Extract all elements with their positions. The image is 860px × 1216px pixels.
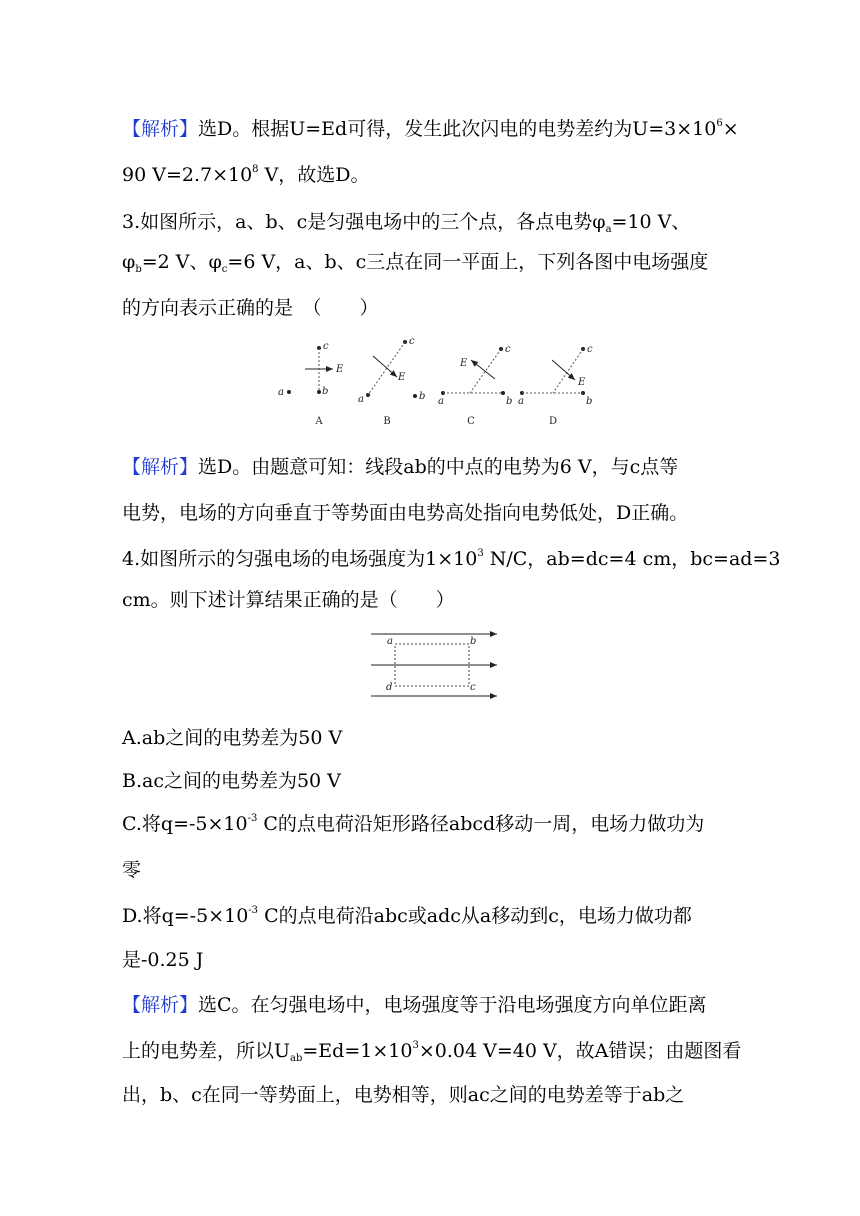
q4-option-d: D.将$q=-5\times 10^{-3}$ C的点电荷沿abc或adc从a移动到c，电场力做功都 <box>122 905 692 927</box>
analysis-tag: 【解析】 <box>122 118 199 140</box>
svg-text:a: a <box>278 387 284 398</box>
svg-text:a: a <box>518 396 524 407</box>
analysis-tag: 【解析】 <box>122 456 199 478</box>
q4-option-c-cont: 零 <box>122 859 142 881</box>
q2-solution-line-2: 90 $V=2.7\times 10^8$ V，故选D。 <box>122 164 370 186</box>
q3-solution-line-1: 【解析】选D。由题意可知：线段ab的中点的电势为6 V，与c点等 <box>122 456 679 478</box>
svg-text:d: d <box>386 682 393 693</box>
svg-text:D: D <box>548 416 558 427</box>
q4-option-c: C.将$q=-5\times 10^{-3}$ C的点电荷沿矩形路径abcd移动一周，电场力做功为 <box>122 813 705 835</box>
q3-stem-line-1: 3.如图所示，a、b、c是匀强电场中的三个点，各点电势$\varphi_a=10$ V、 <box>122 211 691 235</box>
svg-text:B: B <box>383 416 391 427</box>
q4-stem-line-1: 4.如图所示的匀强电场的电场强度为$1\times 10^3$ N/C，ab=dc=4 cm，bc=ad=3 <box>122 548 781 570</box>
svg-text:E: E <box>336 364 344 375</box>
svg-text:c: c <box>470 682 476 693</box>
q2-solution-line-1: 【解析】选D。根据U=Ed可得，发生此次闪电的电势差约为$U=3\times 10^6\times$ <box>122 118 739 140</box>
svg-text:c: c <box>323 341 329 352</box>
svg-text:a: a <box>387 636 393 647</box>
q3-stem-line-3: 的方向表示正确的是 （ ） <box>122 297 379 319</box>
q4-figure <box>370 625 502 703</box>
analysis-tag: 【解析】 <box>122 994 199 1016</box>
svg-text:b: b <box>506 396 513 407</box>
figure-option-b <box>358 336 425 427</box>
svg-text:c: c <box>409 336 415 347</box>
svg-text:b: b <box>322 386 329 397</box>
q3-solution-line-2: 电势，电场的方向垂直于等势面由电势高处指向电势低处，D正确。 <box>122 502 689 524</box>
svg-text:a: a <box>358 394 364 405</box>
svg-text:b: b <box>586 396 593 407</box>
q4-option-a: A.ab之间的电势差为50 V <box>122 727 343 749</box>
figure-option-a <box>278 341 344 427</box>
figure-option-c <box>438 344 512 427</box>
q4-option-d-cont: 是-0.25 J <box>122 949 204 971</box>
q4-solution-line-1: 【解析】选C。在匀强电场中，电场强度等于沿电场强度方向单位距离 <box>122 994 707 1016</box>
q4-stem-line-2: cm。则下述计算结果正确的是（ ） <box>122 589 455 611</box>
svg-text:c: c <box>505 344 511 355</box>
q3-figure <box>265 332 605 432</box>
svg-text:E: E <box>398 372 406 383</box>
svg-text:b: b <box>470 636 477 647</box>
q4-solution-line-2: 上的电势差，所以$U_{ab}=Ed=1\times 10^3\times 0.04$ V=40 V，故A错误；由题图看 <box>122 1040 742 1064</box>
svg-text:A: A <box>315 416 323 427</box>
svg-text:c: c <box>587 344 593 355</box>
q4-option-b: B.ac之间的电势差为50 V <box>122 770 341 792</box>
svg-text:E: E <box>460 358 468 369</box>
q4-solution-line-3: 出，b、c在同一等势面上，电势相等，则ac之间的电势差等于ab之 <box>122 1084 685 1106</box>
figure-option-d <box>518 344 593 427</box>
svg-text:C: C <box>467 416 475 427</box>
svg-text:a: a <box>438 396 444 407</box>
svg-text:b: b <box>419 391 426 402</box>
svg-text:E: E <box>578 377 586 388</box>
q3-stem-line-2: $\varphi_b=2$ V、$\varphi_c=6$ V，a、b、c三点在同一平面上，下列各图中电场强度 <box>122 251 709 275</box>
